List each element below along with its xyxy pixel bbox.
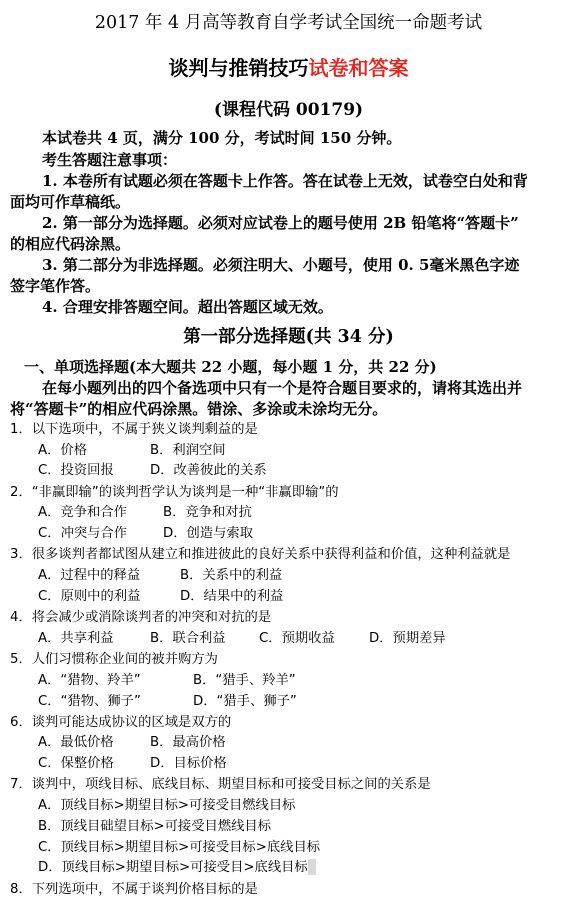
option: C．预期收益 — [259, 631, 335, 646]
instruction-line: 3. 第二部分为非选择题。必须注明大、小题号，使用 0. 5毫米黑色字迹 — [42, 256, 520, 274]
option: D．目标价格 — [150, 756, 227, 771]
exam-header-line: 2017 年 4 月高等教育自学考试全国统一命题考试 — [94, 13, 483, 33]
option: B．“猎手、羚羊” — [193, 673, 296, 688]
course-code: (课程代码 00179) — [213, 100, 364, 120]
question-1: 1．以下选项中，不属于狭义谈判剩益的是 — [10, 422, 258, 437]
question-4: 4．将会减少或消除谈判者的冲突和对抗的是 — [10, 610, 272, 625]
option: B．竞争和对抗 — [163, 505, 252, 520]
option: D．改善彼此的关系 — [150, 463, 267, 478]
option: B．关系中的利益 — [180, 568, 283, 583]
option-with-cursor — [38, 856, 316, 875]
question-3: 3．很多谈判者都试图从建立和推进彼此的良好关系中获得利益和价值，这种利益就是 — [10, 547, 511, 562]
question-2: 2．“非赢即输”的谈判哲学认为谈判是一种“非赢即输”的 — [10, 485, 339, 500]
section-description: 在每小题列出的四个备选项中只有一个是符合题目要求的，请将其选出并 — [42, 379, 523, 397]
option: A．最低价格 — [38, 735, 114, 750]
option: A．“猎物、羚羊” — [38, 673, 141, 688]
instruction-line: 签字笔作答。 — [10, 277, 101, 295]
option: C．顶线目标>期望目标>可接受目标>底线目标 — [38, 840, 321, 855]
option: A．竞争和合作 — [38, 505, 127, 520]
option: C．保整价格 — [38, 756, 114, 771]
section-description: 将“答题卡”的相应代码涂黑。错涂、多涂或未涂均无分。 — [10, 400, 388, 418]
option: C．投资回报 — [38, 463, 114, 478]
instruction-line: 1. 本卷所有试题必须在答题卡上作答。答在试卷上无效，试卷空白处和背 — [42, 172, 528, 190]
exam-title-red: 试卷和答案 — [308, 56, 409, 80]
option: A．顶线目标>期望目标>可接受目燃线目标 — [38, 798, 296, 813]
instruction-line: 4. 合理安排答题空间。超出答题区域无效。 — [42, 298, 333, 316]
question-7: 7．谈判中，项线目标、底线目标、期望目标和可接受目标之间的关系是 — [10, 777, 431, 792]
instruction-line: 考生答题注意事项： — [42, 151, 178, 169]
question-8: 8．下列选项中，不属于谈判价格目标的是 — [10, 882, 258, 897]
question-5: 5．人们习惯称企业间的被并购方为 — [10, 652, 218, 667]
exam-title — [0, 52, 577, 81]
option: A．共享利益 — [38, 631, 114, 646]
option: B．联合利益 — [150, 631, 226, 646]
option: A．过程中的释益 — [38, 568, 141, 583]
instruction-line: 的相应代码涂黑。 — [10, 235, 131, 253]
section-heading: 一、单项选择题(本大题共 22 小题，每小题 1 分，共 22 分) — [24, 358, 437, 376]
option: D．“猎手、狮子” — [193, 694, 297, 709]
option-text: D．顶线目标>期望目标>可接受目>底线目标 — [38, 860, 308, 875]
exam-title-black: 谈判与推销技巧 — [168, 56, 309, 80]
option: C．冲突与合作 — [38, 526, 128, 541]
instruction-line: 面均可作草稿纸。 — [10, 193, 131, 211]
option: D．创造与索取 — [163, 526, 254, 541]
option: B．利润空间 — [150, 443, 226, 458]
option: D．结果中的利益 — [180, 589, 284, 604]
option: C．“猎物、狮子” — [38, 694, 141, 709]
instruction-line: 本试卷共 4 页，满分 100 分，考试时间 150 分钟。 — [42, 129, 402, 147]
option: C．原则中的利益 — [38, 589, 141, 604]
option: A．价格 — [38, 443, 87, 458]
option: B．顶线目础望目标>可接受目燃线目标 — [38, 819, 272, 834]
option: B．最高价格 — [150, 735, 226, 750]
part-title: 第一部分选择题(共 34 分) — [183, 327, 394, 347]
option: D．预期差异 — [369, 631, 446, 646]
instruction-line: 2. 第一部分为选择题。必须对应试卷上的题号使用 2B 铅笔将“答题卡” — [42, 214, 519, 232]
question-6: 6．谈判可能达成协议的区域是双方的 — [10, 715, 232, 730]
text-selection-highlight — [308, 859, 316, 875]
